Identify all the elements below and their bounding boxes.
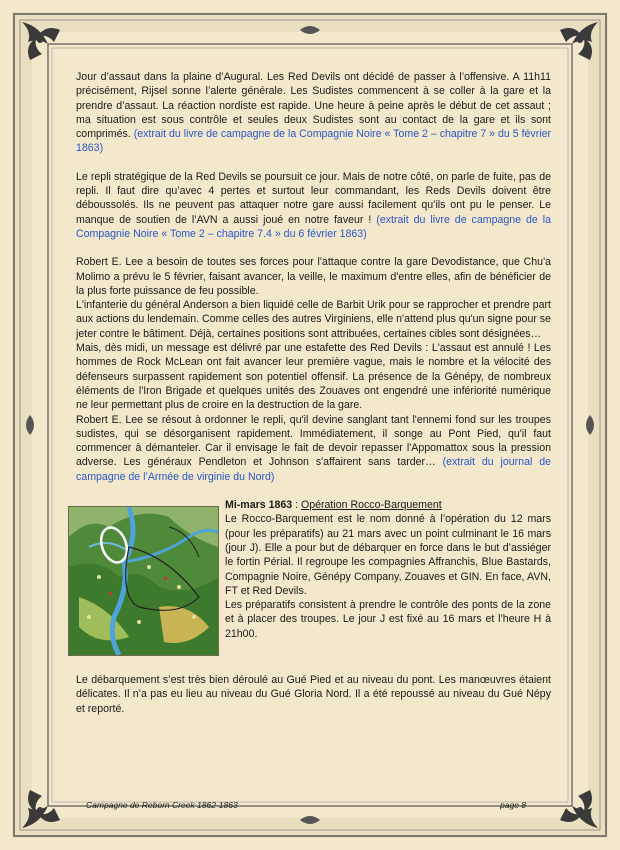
paragraph-lee-4 xyxy=(76,413,551,484)
paragraph-assault xyxy=(76,70,551,156)
operation-heading xyxy=(225,498,551,512)
map-image xyxy=(69,507,218,655)
heading-separator: : xyxy=(292,499,301,512)
paragraph-text: Jour d’assaut dans la plaine d’Augural. Les Red Devils ont décidé de passer à l’offensive. A 11h11 précisément, Rijsel sonne l’alerte générale. Les Sudistes commencent à se coller à la gare et la prendre d’assaut. La réaction nordiste est rapide. Une heure à peine après le début de cet assaut ; ma situation est sous contrôle et seules deux Sudistes sont au contact de la gare et ils sont comprimés. xyxy=(76,71,551,141)
paragraph-lee-3: Mais, dès midi, un message est délivré par une estafette des Red Devils : L'assaut est annulé ! Les hommes de Rock McLean ont fait avancer leur première vague, mais le nombre et la vélocité des défenseurs surpassent rapidement son potentiel offensif. La présence de la Génépy, de nombreux éléments de l'Iron Brigade et quelques unités des Zouaves ont engendré une infériorité numérique ne leur permettant plus de croire en la destruction de la gare. xyxy=(76,342,551,412)
footer-page-number: page 8 xyxy=(500,800,526,810)
paragraph-retreat xyxy=(76,170,551,241)
paragraph-text: Le repli stratégique de la Red Devils se poursuit ce jour. Mais de notre côté, on parle de fuite, pas de repli. Il faut dire qu’avec 4 pertes et surtout leur commandant, les Reds Devils doivent être déboussolés. Ils ne peuvent pas attaquer notre gare aussi facilement qu’ils ont pu le penser. Le manque de soutien de l’AVN a aussi joué en notre faveur ! xyxy=(76,170,551,226)
operation-paragraph-1: Le Rocco-Barquement est le nom donné à l’opération du 12 mars (pour les préparatifs) au 21 mars avec un point culminant le 16 mars (jour J). Elle a pour but de débarquer en force dans le but d’assiéger le fortin Périal. Il regroupe les compagnies Affranchis, Blue Bastards, Compagnie Noire, Génépy Company, Zouaves et GIN. En face, AVN, FT et Red Devils. xyxy=(225,513,551,597)
operation-paragraph-2: Les préparatifs consistent à prendre le contrôle des ponts de la zone et à placer des troupes. Le jour J est fixé au 16 mars et l’heure H à 21h00. xyxy=(225,599,551,640)
operation-name: Opération Rocco-Barquement xyxy=(300,499,442,512)
campaign-map xyxy=(68,506,219,656)
source-link[interactable]: (extrait du livre de campagne de la Compagnie Noire « Tome 2 – chapitre 7 » du 5 février 1863) xyxy=(76,128,551,155)
paragraph-lee-1: Robert E. Lee a besoin de toutes ses forces pour l'attaque contre la gare Devodistance, que Chu'a Molimo a prévu le 5 février, faisant avancer, la veille, le maximum d'entre elles, afin de bénéficier de la plus forte puissance de feu possible. xyxy=(76,256,551,297)
operation-after-paragraph: Le débarquement s’est très bien déroulé au Gué Pied et au niveau du pont. Les manœuvres étaient délicates. Il n’a pas eu lieu au niveau du Gué Gloria Nord. Il a été repoussé au niveau du Gué Népy et reporté. xyxy=(76,674,551,715)
source-link[interactable]: (extrait du livre de campagne de la Compagnie Noire « Tome 2 – chapitre 7.4 » du 6 février 1863) xyxy=(76,213,551,240)
source-link[interactable]: (extrait du journal de campagne de l’Armée de virginie du Nord) xyxy=(76,456,552,483)
operation-section xyxy=(76,498,551,673)
main-content xyxy=(76,70,551,716)
paragraph-text: Robert E. Lee se résout à ordonner le repli, qu'il devine sanglant tant l'ennemi fond sur les troupes sudistes, qui se désorganisent rapidement. Immédiatement, il songe au Pont Pied, qu'il faut commencer à démanteler. Car il envisage le fait de devoir repasser l'Appomattox sous la pression adverse. Les généraux Pendleton et Johnson s'affairent sans tarder… xyxy=(76,413,551,469)
footer-campaign-title: Campagne de Reborn Creek 1862-1863 xyxy=(86,800,238,810)
operation-date: Mi-mars 1863 xyxy=(225,499,293,512)
paragraph-lee-2: L'infanterie du général Anderson a bien liquidé celle de Barbit Urik pour se rapprocher et prendre part aux actions du lendemain. Comme celles des autres Virginiens, elle n'attend plus qu'un signe pour se jeter contre le bâtiment. Déjà, certaines positions sont attribuées, certaines cibles sont désignées… xyxy=(76,299,551,340)
operation-text xyxy=(225,498,551,641)
